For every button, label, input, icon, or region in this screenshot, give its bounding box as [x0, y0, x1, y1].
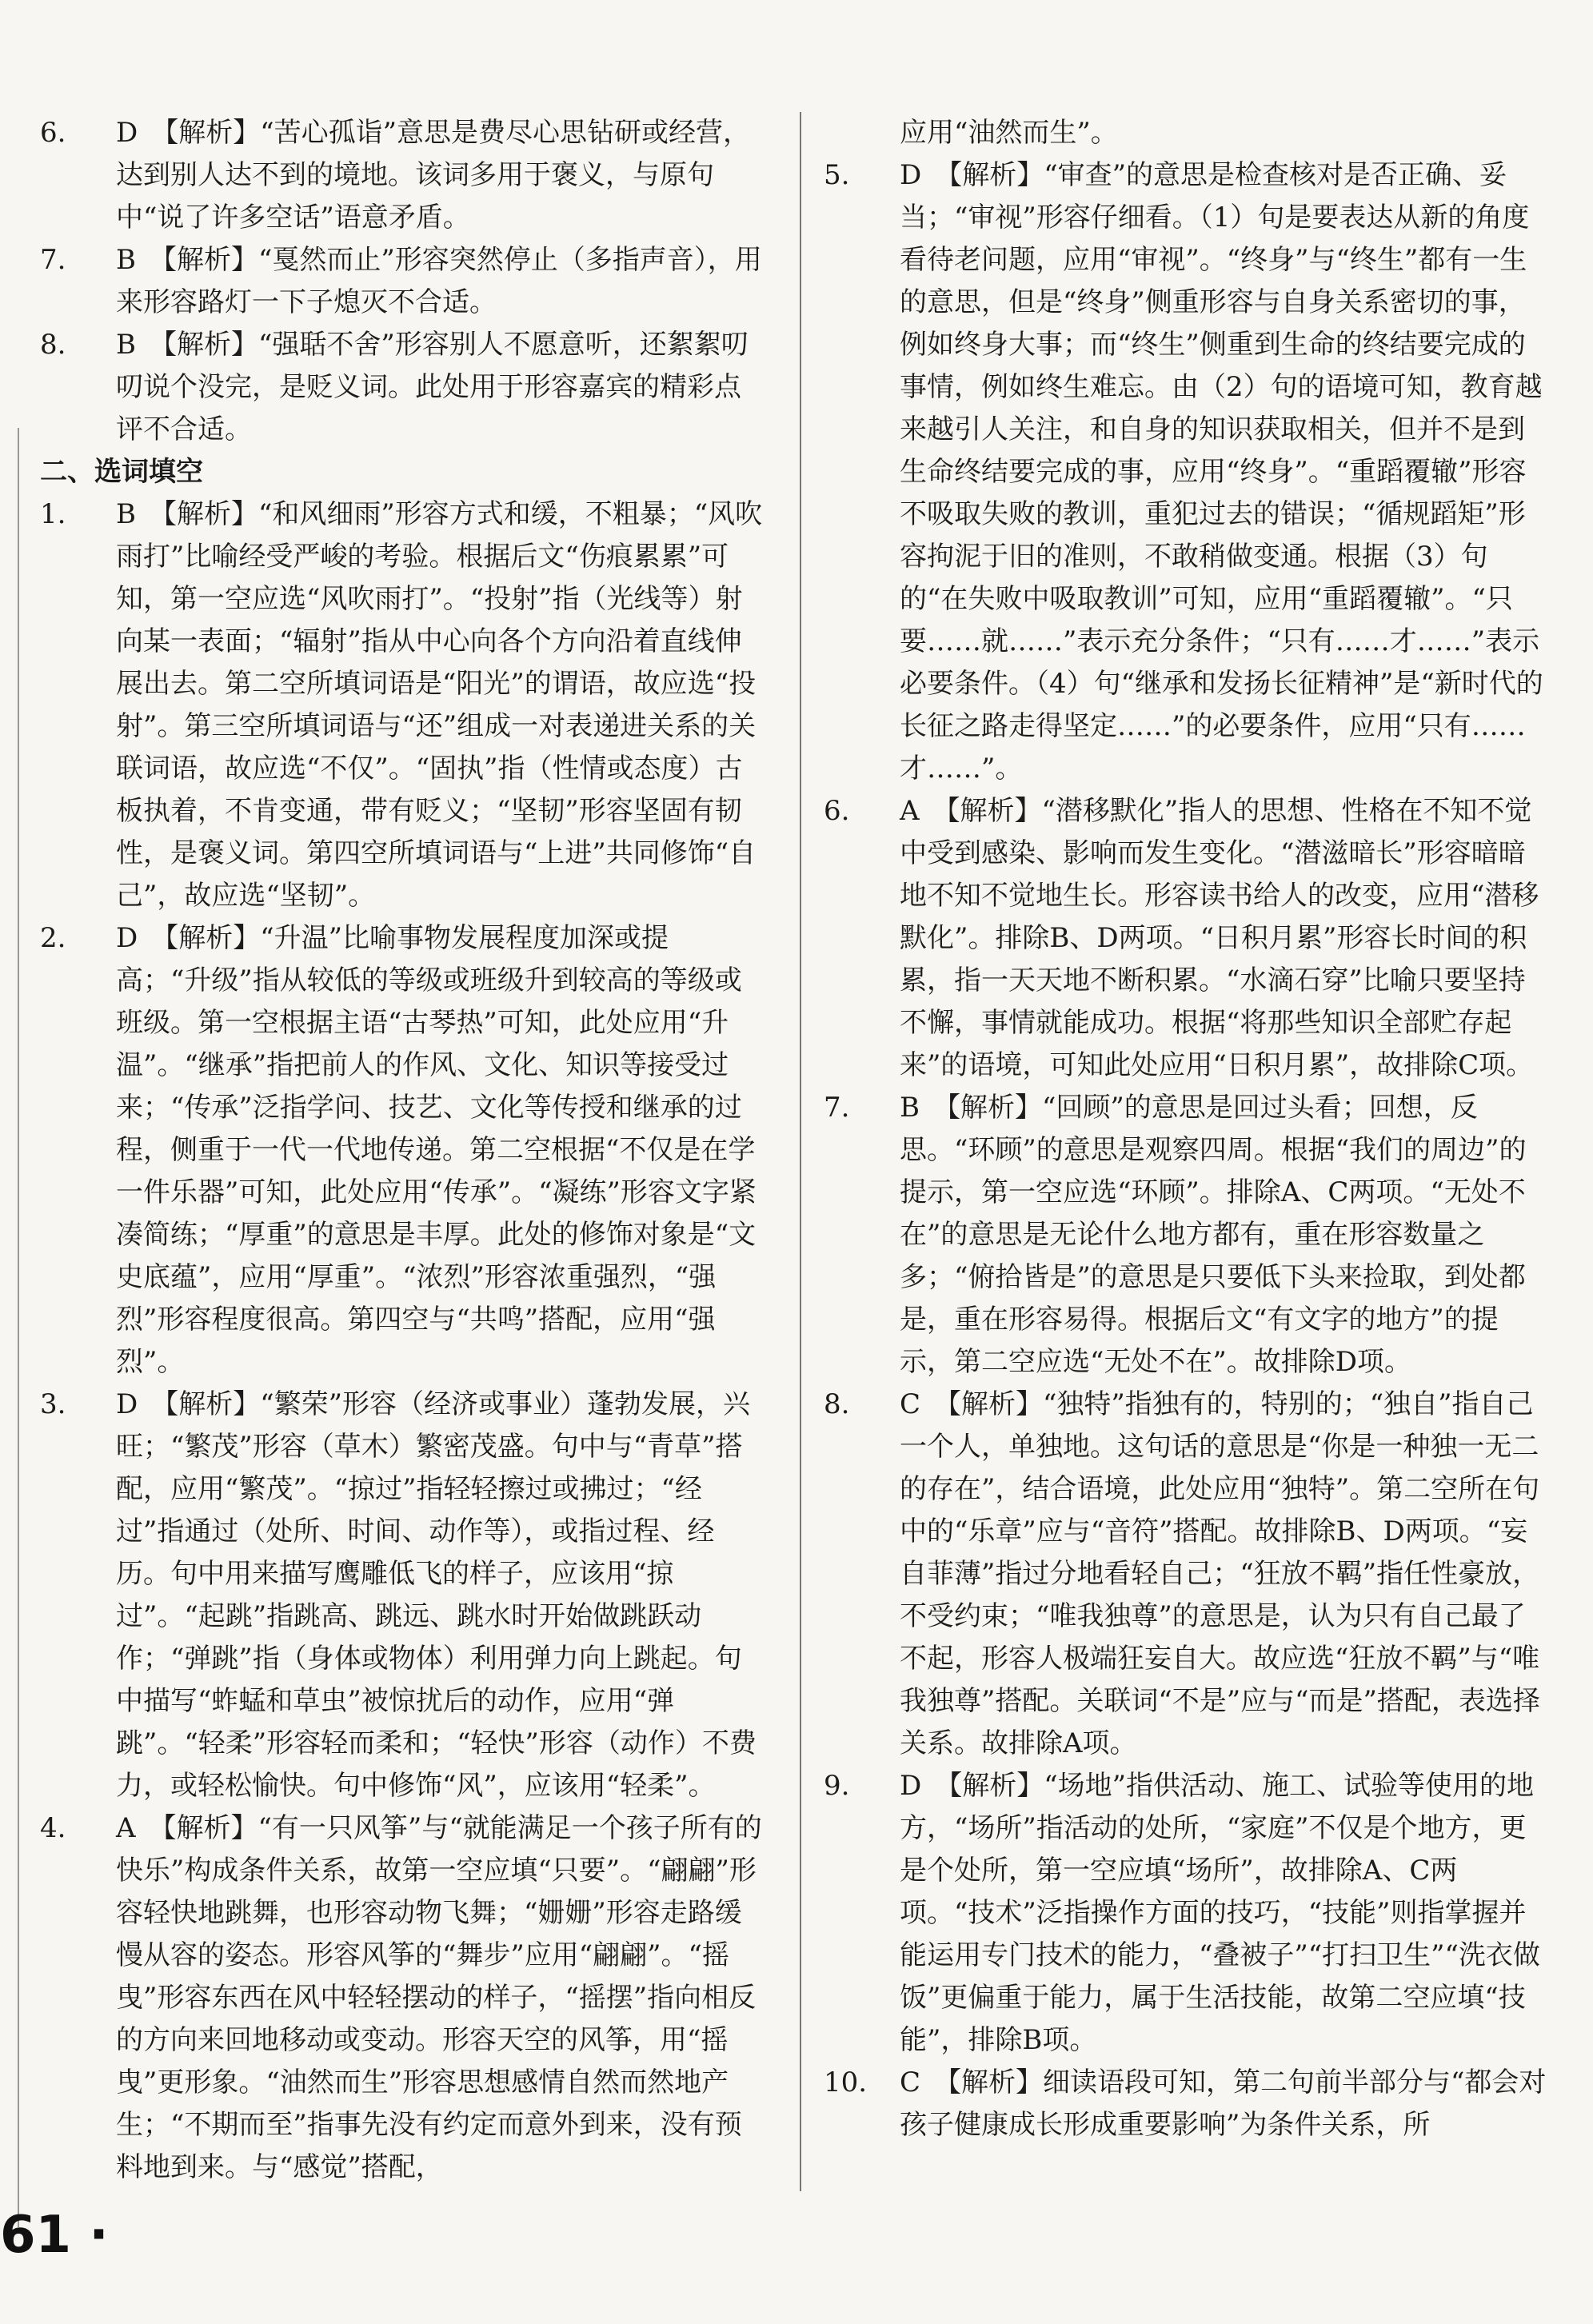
answer-item — [40, 493, 764, 917]
item-text: B 【解析】“强聒不舍”形容别人不愿意听，还絮絮叨叨说个没完，是贬义词。此处用于形容嘉宾的精彩点评不合适。 — [116, 329, 749, 445]
answer-item — [40, 1807, 764, 2189]
item-text: C 【解析】细读语段可知，第二句前半部分与“都会对孩子健康成长形成重要影响”为条件关系，所 — [900, 2066, 1547, 2141]
answer-item — [824, 790, 1547, 1087]
answer-item — [824, 1087, 1547, 1384]
answer-item — [40, 112, 764, 239]
item-number: 10. — [824, 2066, 868, 2098]
answer-item — [40, 917, 764, 1384]
item-number: 9. — [824, 1770, 850, 1802]
item-number: 8. — [40, 329, 66, 361]
right-column — [824, 112, 1547, 2146]
page-number: 61 · — [0, 2206, 109, 2265]
item-text: B 【解析】“戛然而止”形容突然停止（多指声音），用来形容路灯一下子熄灭不合适。 — [116, 244, 762, 318]
item-number: 5. — [824, 159, 850, 191]
item-text: A 【解析】“有一只风筝”与“就能满足一个孩子所有的快乐”构成条件关系，故第一空应填“只要”。“翩翩”形容轻快地跳舞，也形容动物飞舞；“姗姗”形容走路缓慢从容的姿态。形容风筝的“舞步”应用“翩翩”。“摇曳”形容东西在风中轻轻摆动的样子，“摇摆”指向相反的方向来回地移动或变动。形容天空的风筝，用“摇曳”更形象。“油然而生”形容思想感情自然而然地产生；“不期而至”指事先没有约定而意外到来，没有预料地到来。与“感觉”搭配， — [116, 1812, 762, 2183]
item-text: B 【解析】“回顾”的意思是回过头看；回想，反思。“环顾”的意思是观察四周。根据“我们的周边”的提示，第一空应选“环顾”。排除A、C两项。“无处不在”的意思是无论什么地方都有，重在形容数量之多；“俯拾皆是”的意思是只要低下头来捡取，到处都是，重在形容易得。根据后文“有文字的地方”的提示，第二空应选“无处不在”。故排除D项。 — [900, 1092, 1527, 1378]
item-text: D 【解析】“升温”比喻事物发展程度加深或提高；“升级”指从较低的等级或班级升到较高的等级或班级。第一空根据主语“古琴热”可知，此处应用“升温”。“继承”指把前人的作风、文化、知识等接受过来；“传承”泛指学问、技艺、文化等传授和继承的过程，侧重于一代一代地传递。第二空根据“不仅是在学一件乐器”可知，此处应用“传承”。“凝练”形容文字紧凑简练；“厚重”的意思是丰厚。此处的修饰对象是“文史底蕴”，应用“厚重”。“浓烈”形容浓重强烈，“强烈”形容程度很高。第四空与“共鸣”搭配，应用“强烈”。 — [116, 922, 757, 1378]
item-number: 4. — [40, 1812, 66, 1844]
item-text: D 【解析】“场地”指供活动、施工、试验等使用的地方，“场所”指活动的处所，“家庭”不仅是个地方，更是个处所，第一空应填“场所”，故排除A、C两项。“技术”泛指操作方面的技巧，“技能”则指掌握并能运用专门技术的能力，“叠被子”“打扫卫生”“洗衣做饭”更偏重于能力，属于生活技能，故第二空应填“技能”，排除B项。 — [900, 1770, 1540, 2056]
answer-item — [824, 154, 1547, 790]
item-number: 1. — [40, 498, 66, 530]
answer-item — [824, 1765, 1547, 2062]
item-number: 7. — [40, 244, 66, 276]
item-number: 8. — [824, 1388, 850, 1420]
left-column — [40, 112, 764, 2189]
item-text: D 【解析】“审查”的意思是检查核对是否正确、妥当；“审视”形容仔细看。（1）句是要表达从新的角度看待老问题，应用“审视”。“终身”与“终生”都有一生的意思，但是“终身”侧重形容与自身关系密切的事，例如终身大事；而“终生”侧重到生命的终结要完成的事情，例如终生难忘。由（2）句的语境可知，教育越来越引人关注，和自身的知识获取相关，但并不是到生命终结要完成的事，应用“终身”。“重蹈覆辙”形容不吸取失败的教训，重犯过去的错误；“循规蹈矩”形容拘泥于旧的准则，不敢稍做变通。根据（3）句的“在失败中吸取教训”可知，应用“重蹈覆辙”。“只要……就……”表示充分条件；“只有……才……”表示必要条件。（4）句“继承和发扬长征精神”是“新时代的长征之路走得坚定……”的必要条件，应用“只有……才……”。 — [900, 159, 1543, 785]
section-heading: 二、选词填空 — [40, 456, 203, 488]
item-number: 3. — [40, 1388, 66, 1420]
item-text: B 【解析】“和风细雨”形容方式和缓，不粗暴；“风吹雨打”比喻经受严峻的考验。根据后文“伤痕累累”可知，第一空应选“风吹雨打”。“投射”指（光线等）射向某一表面；“辐射”指从中心向各个方向沿着直线伸展出去。第二空所填词语是“阳光”的谓语，故应选“投射”。第三空所填词语与“还”组成一对表递进关系的关联词语，故应选“不仅”。“固执”指（性情或态度）古板执着，不肯变通，带有贬义；“坚韧”形容坚固有韧性，是褒义词。第四空所填词语与“上进”共同修饰“自己”，故应选“坚韧”。 — [116, 498, 763, 912]
item-number: 6. — [40, 117, 66, 149]
answer-item — [40, 324, 764, 451]
item-text: C 【解析】“独特”指独有的，特别的；“独自”指自己一个人，单独地。这句话的意思是“你是一种独一无二的存在”，结合语境，此处应用“独特”。第二空所在句中的“乐章”应与“音符”搭配。故排除B、D两项。“妄自菲薄”指过分地看轻自己；“狂放不羁”指任性豪放，不受约束；“唯我独尊”的意思是，认为只有自己最了不起，形容人极端狂妄自大。故应选“狂放不羁”与“唯我独尊”搭配。关联词“不是”应与“而是”搭配，表选择关系。故排除A项。 — [900, 1388, 1540, 1759]
item-number: 7. — [824, 1092, 850, 1124]
item-number: 2. — [40, 922, 66, 954]
continuation-text: 应用“油然而生”。 — [900, 117, 1118, 149]
column-divider — [800, 112, 801, 2191]
answer-item — [824, 1384, 1547, 1765]
item-text: D 【解析】“苦心孤诣”意思是费尽心思钻研或经营，达到别人达不到的境地。该词多用于褒义，与原句中“说了许多空话”语意矛盾。 — [116, 117, 751, 234]
answer-item — [40, 1384, 764, 1807]
item-text: A 【解析】“潜移默化”指人的思想、性格在不知不觉中受到感染、影响而发生变化。“潜滋暗长”形容暗暗地不知不觉地生长。形容读书给人的改变，应用“潜移默化”。排除B、D两项。“日积月累”形容长时间的积累，指一天天地不断积累。“水滴石穿”比喻只要坚持不懈，事情就能成功。根据“将那些知识全部贮存起来”的语境，可知此处应用“日积月累”，故排除C项。 — [900, 795, 1539, 1081]
answer-item — [40, 239, 764, 324]
answer-item — [824, 2062, 1547, 2146]
item-text: D 【解析】“繁荣”形容（经济或事业）蓬勃发展，兴旺；“繁茂”形容（草木）繁密茂盛。句中与“青草”搭配，应用“繁茂”。“掠过”指轻轻擦过或拂过；“经过”指通过（处所、时间、动作等），或指过程、经历。句中用来描写鹰雕低飞的样子，应该用“掠过”。“起跳”指跳高、跳远、跳水时开始做跳跃动作；“弹跳”指（身体或物体）利用弹力向上跳起。句中描写“蚱蜢和草虫”被惊扰后的动作，应用“弹跳”。“轻柔”形容轻而柔和；“轻快”形容（动作）不费力，或轻松愉快。句中修饰“风”，应该用“轻柔”。 — [116, 1388, 757, 1802]
item-number: 6. — [824, 795, 850, 827]
left-margin-rule — [18, 428, 19, 2227]
